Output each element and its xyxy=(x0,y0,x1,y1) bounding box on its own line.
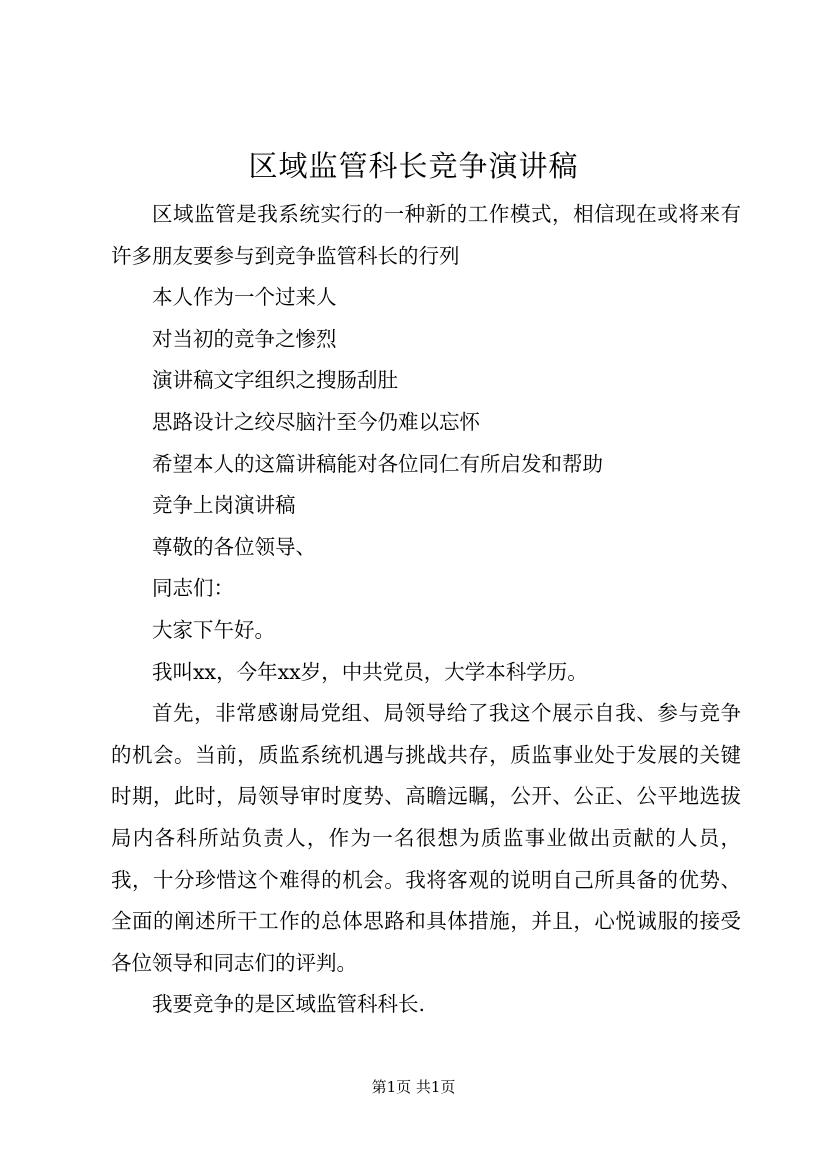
paragraph: 思路设计之绞尽脑汁至今仍难以忘怀 xyxy=(152,409,480,434)
paragraph: 本人作为一个过来人 xyxy=(152,285,337,310)
paragraph: 大家下午好。 xyxy=(152,617,275,642)
paragraph: 对当初的竞争之惨烈 xyxy=(152,326,337,351)
paragraph: 希望本人的这篇讲稿能对各位同仁有所启发和帮助 xyxy=(152,451,603,476)
document-title: 区域监管科长竞争演讲稿 xyxy=(248,149,579,183)
paragraph: 我叫xx，今年xx岁，中共党员，大学本科学历。 xyxy=(152,659,588,684)
paragraph: 我要竞争的是区域监管科科长. xyxy=(152,992,426,1017)
page-footer: 第1页 共1页 xyxy=(371,1078,456,1096)
document-body xyxy=(111,194,741,1026)
paragraph: 尊敬的各位领导、 xyxy=(152,534,316,559)
paragraph: 区域监管是我系统实行的一种新的工作模式，相信现在或将来有许多朋友要参与到竞争监管科长的行列 xyxy=(111,202,741,268)
paragraph: 同志们： xyxy=(152,576,234,601)
paragraph: 竞争上岗演讲稿 xyxy=(152,493,296,518)
paragraph: 演讲稿文字组织之搜肠刮肚 xyxy=(152,368,398,393)
paragraph: 首先，非常感谢局党组、局领导给了我这个展示自我、参与竞争的机会。当前，质监系统机遇与挑战共存，质监事业处于发展的关键时期，此时，局领导审时度势、高瞻远瞩，公开、公正、公平地选拔局内各科所站负责人，作为一名很想为质监事业做出贡献的人员，我，十分珍惜这个难得的机会。我将客观的说明自己所具备的优势、全面的阐述所干工作的总体思路和具体措施，并且，心悦诚服的接受各位领导和同志们的评判。 xyxy=(111,701,741,975)
